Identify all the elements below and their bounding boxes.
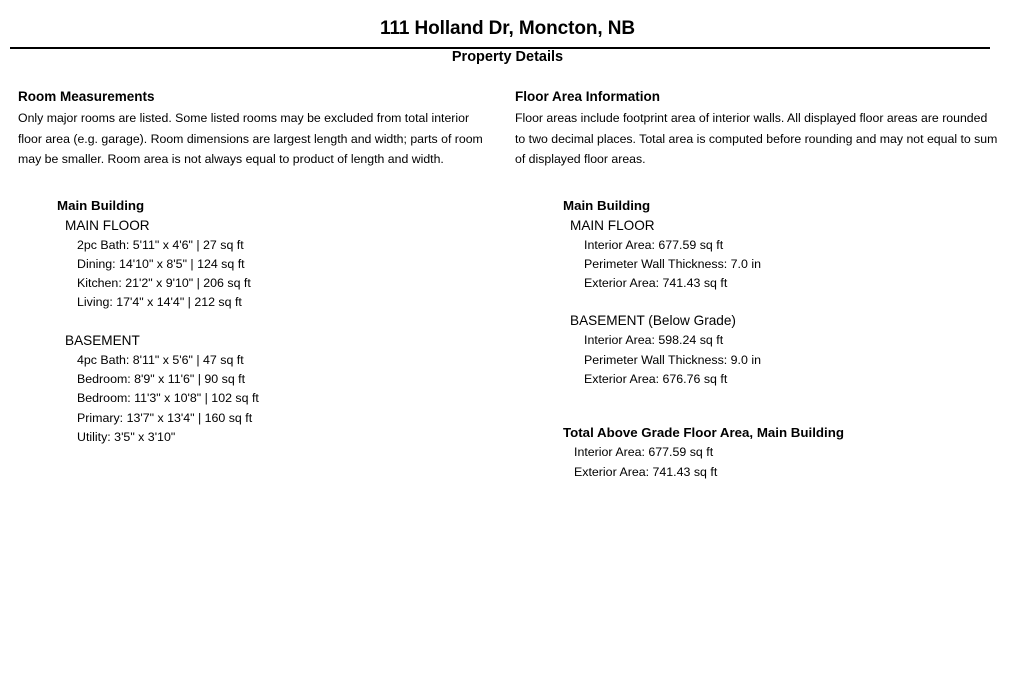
total-above-grade-title: Total Above Grade Floor Area, Main Building <box>563 425 844 441</box>
total-area-list <box>515 443 1000 482</box>
floor-area-note: Floor areas include footprint area of interior walls. All displayed floor areas are rounded to two decimal places. Total area is computed before rounding and may not equal to sum of displayed floor areas. <box>515 111 998 166</box>
building-name: Main Building <box>563 197 651 213</box>
room-list <box>18 351 490 447</box>
floor-group-basement <box>18 331 490 447</box>
total-above-grade-block <box>515 423 1000 482</box>
floor-name: MAIN FLOOR <box>65 217 150 233</box>
room-list <box>18 236 490 313</box>
details-columns <box>0 88 1015 482</box>
floor-group-main-floor <box>18 216 490 313</box>
list-item: Living: 17'4" x 14'4" | 212 sq ft <box>77 295 242 310</box>
page-subtitle: Property Details <box>451 49 564 65</box>
list-item: 4pc Bath: 8'11" x 5'6" | 47 sq ft <box>77 352 244 367</box>
room-measurements-note: Only major rooms are listed. Some listed rooms may be excluded from total interior floor area (e.g. garage). Room dimensions are largest length and width; parts of room may be smaller. Room area is not always equal to product of length and width. <box>18 111 483 166</box>
floor-area-group-basement <box>515 311 1000 389</box>
list-item: Exterior Area: 741.43 sq ft <box>584 276 728 291</box>
page-title: 111 Holland Dr, Moncton, NB <box>380 18 635 39</box>
floor-name: MAIN FLOOR <box>570 217 655 233</box>
floor-name: BASEMENT (Below Grade) <box>570 313 736 329</box>
list-item: Interior Area: 677.59 sq ft <box>574 445 714 460</box>
floor-area-column <box>508 88 1015 482</box>
list-item: Interior Area: 677.59 sq ft <box>584 237 724 252</box>
list-item: 2pc Bath: 5'11" x 4'6" | 27 sq ft <box>77 237 244 252</box>
room-measurements-heading: Room Measurements <box>18 89 155 104</box>
room-measurements-building <box>18 196 490 448</box>
list-item: Perimeter Wall Thickness: 7.0 in <box>584 256 761 271</box>
list-item: Bedroom: 8'9" x 11'6" | 90 sq ft <box>77 371 246 386</box>
floor-name: BASEMENT <box>65 332 140 348</box>
list-item: Primary: 13'7" x 13'4" | 160 sq ft <box>77 410 253 425</box>
title-divider <box>10 47 990 49</box>
list-item: Utility: 3'5" x 3'10" <box>77 429 176 444</box>
floor-area-heading: Floor Area Information <box>515 89 661 104</box>
list-item: Perimeter Wall Thickness: 9.0 in <box>584 352 761 367</box>
floor-area-list <box>515 331 1000 389</box>
room-measurements-column <box>0 88 508 447</box>
floor-area-group-main-floor <box>515 216 1000 294</box>
building-name: Main Building <box>57 197 145 213</box>
floor-area-list <box>515 236 1000 294</box>
list-item: Exterior Area: 676.76 sq ft <box>584 371 728 386</box>
list-item: Exterior Area: 741.43 sq ft <box>574 464 718 479</box>
list-item: Kitchen: 21'2" x 9'10" | 206 sq ft <box>77 276 251 291</box>
list-item: Dining: 14'10" x 8'5" | 124 sq ft <box>77 256 245 271</box>
list-item: Bedroom: 11'3" x 10'8" | 102 sq ft <box>77 391 259 406</box>
list-item: Interior Area: 598.24 sq ft <box>584 333 724 348</box>
floor-area-building <box>515 196 1000 390</box>
